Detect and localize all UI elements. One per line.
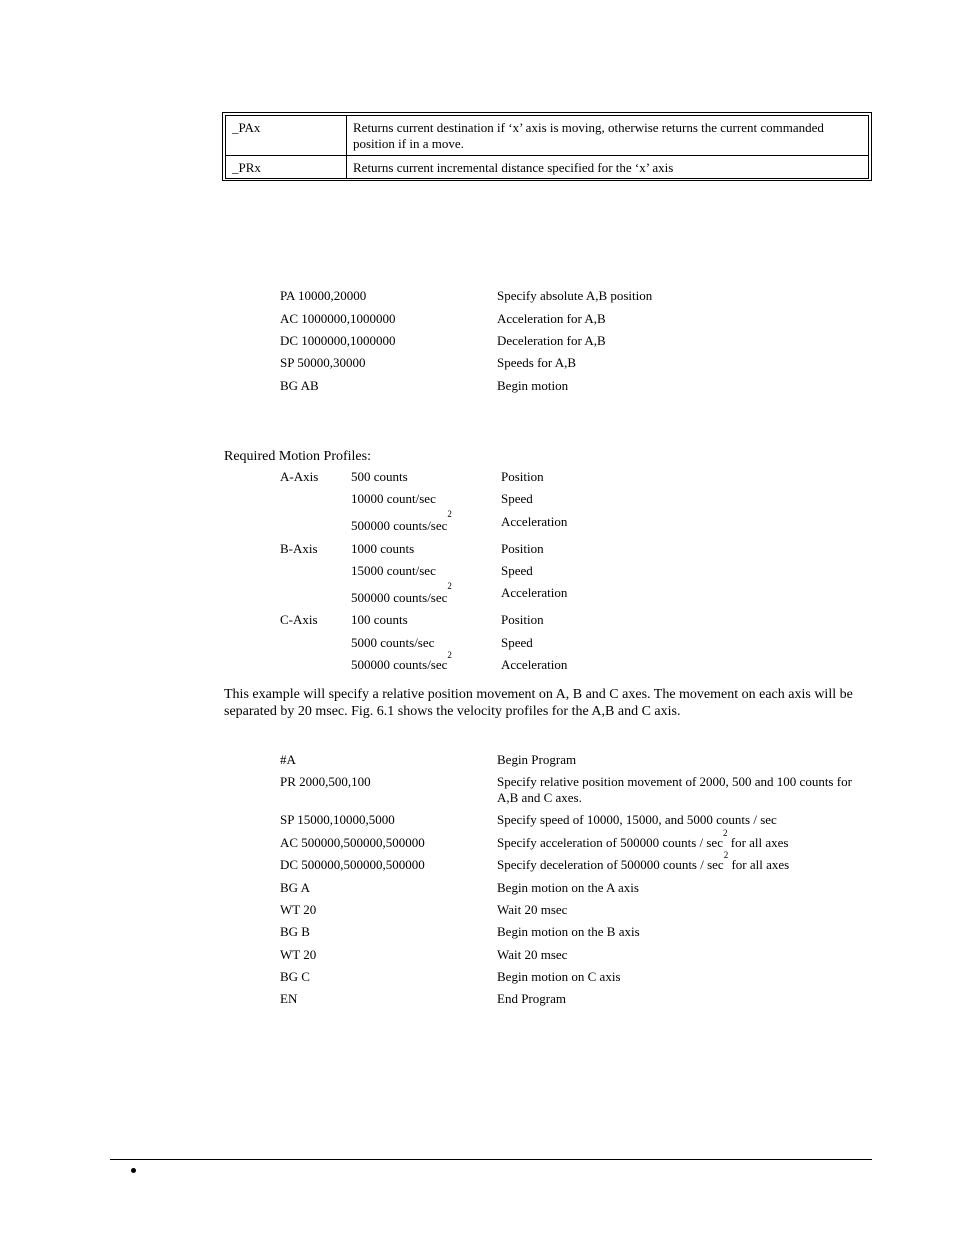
code-comment bbox=[497, 850, 790, 873]
profile-value: 5000 counts/sec bbox=[351, 635, 435, 650]
profile-param: Speed bbox=[501, 635, 533, 650]
profile-param: Acceleration bbox=[501, 514, 568, 529]
code-command: PA 10000,20000 bbox=[280, 288, 367, 303]
profile-param: Speed bbox=[501, 563, 533, 578]
profile-value-text: 500000 counts/sec bbox=[351, 518, 448, 533]
comment-text: Specify acceleration of 500000 counts / sec bbox=[497, 835, 723, 850]
comment-text: Specify deceleration of 500000 counts / sec bbox=[497, 857, 724, 872]
axis-label: A-Axis bbox=[280, 469, 319, 484]
footer-rule bbox=[110, 1159, 872, 1160]
code-command: AC 500000,500000,500000 bbox=[280, 835, 425, 850]
code-comment: Wait 20 msec bbox=[497, 902, 568, 917]
comment-text: for all axes bbox=[727, 835, 789, 850]
profile-value-text: 500000 counts/sec bbox=[351, 657, 448, 672]
code-command: WT 20 bbox=[280, 902, 317, 917]
code-comment: Wait 20 msec bbox=[497, 947, 568, 962]
profile-param: Speed bbox=[501, 491, 533, 506]
profile-param: Position bbox=[501, 612, 544, 627]
table-row bbox=[226, 116, 869, 156]
profile-value: 100 counts bbox=[351, 612, 408, 627]
code-comment: Begin motion on the A axis bbox=[497, 880, 639, 895]
code-comment: Begin Program bbox=[497, 752, 577, 767]
code-comment: Speeds for A,B bbox=[497, 355, 577, 370]
profile-value: 1000 counts bbox=[351, 541, 415, 556]
code-comment bbox=[497, 828, 789, 851]
code-comment: Specify absolute A,B position bbox=[497, 288, 653, 303]
superscript: 2 bbox=[447, 650, 452, 660]
code-command: SP 50000,30000 bbox=[280, 355, 366, 370]
superscript: 2 bbox=[723, 850, 729, 860]
table-row bbox=[226, 156, 869, 179]
profile-value bbox=[351, 581, 452, 606]
code-command: DC 1000000,1000000 bbox=[280, 333, 396, 348]
profile-value-text: 500000 counts/sec bbox=[351, 590, 448, 605]
code-command: DC 500000,500000,500000 bbox=[280, 857, 425, 872]
code-comment: Begin motion on the B axis bbox=[497, 924, 640, 939]
axis-label: C-Axis bbox=[280, 612, 318, 627]
profile-param: Position bbox=[501, 541, 544, 556]
code-comment: Specify relative position movement of 2000, 500 and 100 counts for A,B and C axes. bbox=[497, 774, 852, 805]
code-comment: Begin motion on C axis bbox=[497, 969, 621, 984]
axis-label: B-Axis bbox=[280, 541, 318, 556]
code-command: WT 20 bbox=[280, 947, 317, 962]
profile-value: 10000 count/sec bbox=[351, 491, 436, 506]
code-comment: Acceleration for A,B bbox=[497, 311, 606, 326]
code-command: EN bbox=[280, 991, 298, 1006]
operand-table bbox=[222, 112, 872, 181]
code-comment: End Program bbox=[497, 991, 566, 1006]
code-comment: Specify speed of 10000, 15000, and 5000 counts / sec bbox=[497, 812, 777, 827]
profile-value bbox=[351, 650, 452, 673]
code-command: BG AB bbox=[280, 378, 319, 393]
comment-text: for all axes bbox=[728, 857, 790, 872]
code-command: SP 15000,10000,5000 bbox=[280, 812, 395, 827]
code-command: BG A bbox=[280, 880, 310, 895]
superscript: 2 bbox=[722, 828, 728, 838]
operand-cell: _PAx bbox=[226, 116, 347, 156]
code-command: BG C bbox=[280, 969, 310, 984]
superscript: 2 bbox=[447, 509, 452, 519]
code-command: BG B bbox=[280, 924, 310, 939]
description-cell: Returns current destination if ‘x’ axis is moving, otherwise returns the current commanded position if in a move. bbox=[347, 116, 869, 156]
description-cell: Returns current incremental distance specified for the ‘x’ axis bbox=[347, 156, 869, 179]
profile-param: Acceleration bbox=[501, 585, 568, 600]
code-comment: Deceleration for A,B bbox=[497, 333, 606, 348]
code-command: PR 2000,500,100 bbox=[280, 774, 371, 789]
code-command: #A bbox=[280, 752, 296, 767]
body-paragraph: This example will specify a relative position movement on A, B and C axes. The movement on each axis will be separated by 20 msec. Fig. 6.1 shows the velocity profiles for the A,B and C axis. bbox=[224, 687, 853, 719]
profile-value: 15000 count/sec bbox=[351, 563, 436, 578]
profile-param: Acceleration bbox=[501, 657, 568, 672]
profiles-heading: Required Motion Profiles: bbox=[224, 449, 371, 464]
profile-value: 500 counts bbox=[351, 469, 408, 484]
profile-param: Position bbox=[501, 469, 544, 484]
profile-value bbox=[351, 509, 452, 534]
code-comment: Begin motion bbox=[497, 378, 569, 393]
bullet-icon bbox=[131, 1168, 136, 1173]
operand-cell: _PRx bbox=[226, 156, 347, 179]
code-command: AC 1000000,1000000 bbox=[280, 311, 396, 326]
superscript: 2 bbox=[447, 581, 452, 591]
